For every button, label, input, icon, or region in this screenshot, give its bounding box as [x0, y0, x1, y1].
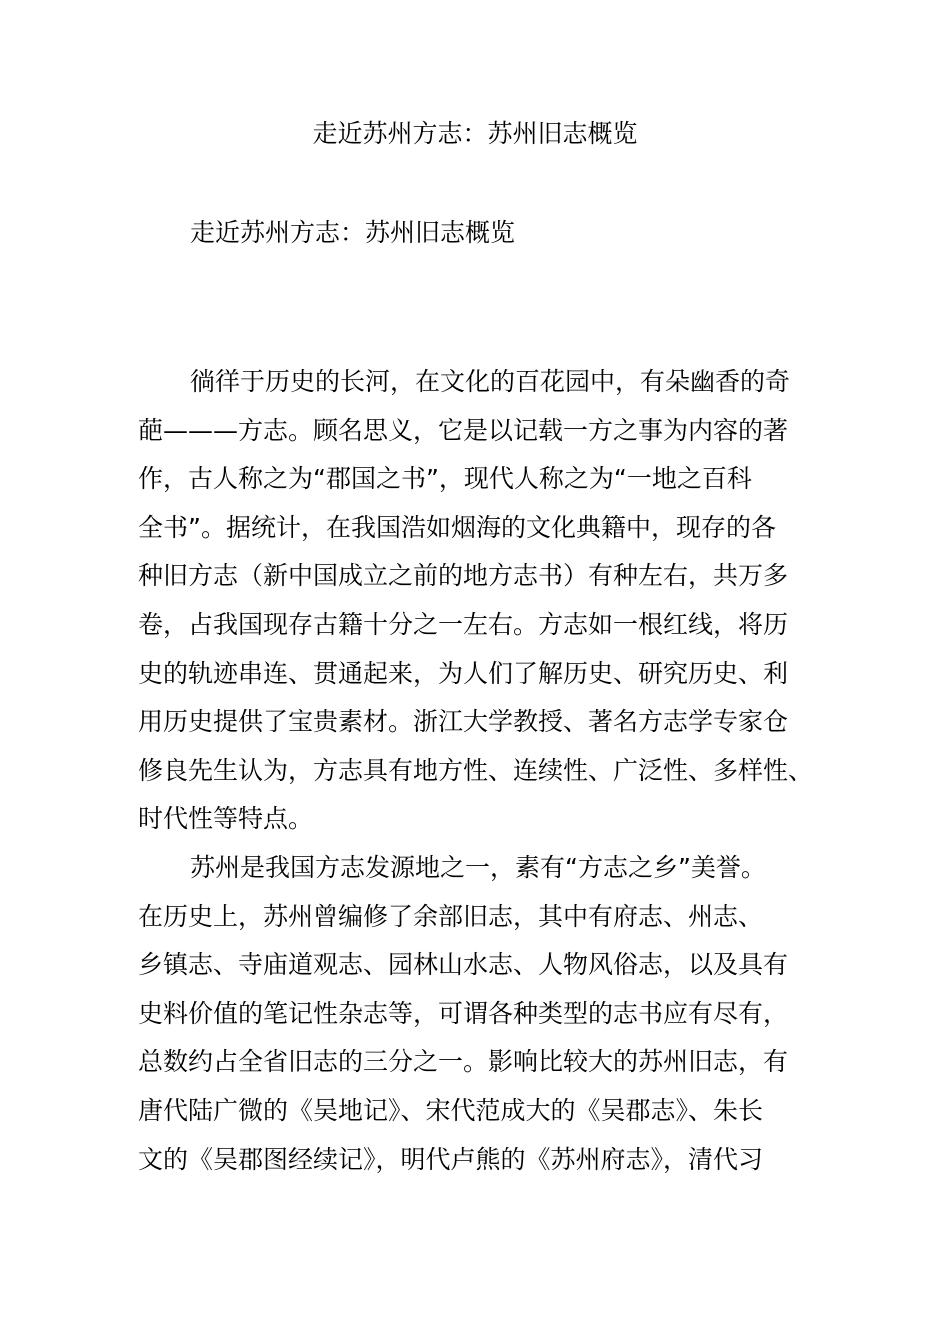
text-line: 卷，占我国现存古籍十分之一左右。方志如一根红线，将历 — [138, 609, 789, 639]
text-line: 作，古人称之为“郡国之书”，现代人称之为“一地之百科 — [138, 464, 752, 494]
document-body — [138, 362, 818, 1188]
paragraph-2 — [138, 848, 818, 1188]
text-line: 苏州是我国方志发源地之一，素有“方志之乡”美誉。 — [190, 852, 766, 882]
text-line: 修良先生认为，方志具有地方性、连续性、广泛性、多样性、 — [138, 755, 814, 785]
document-title: 走近苏州方志：苏州旧志概览 — [312, 119, 638, 148]
text-line: 全书”。据统计，在我国浩如烟海的文化典籍中，现存的各 — [138, 512, 776, 542]
text-line: 在历史上，苏州曾编修了余部旧志，其中有府志、州志、 — [138, 901, 764, 931]
text-line: 用历史提供了宝贵素材。浙江大学教授、著名方志学专家仓 — [138, 707, 789, 737]
text-line: 种旧方志（新中国成立之前的地方志书）有种左右，共万多 — [138, 561, 789, 591]
document-subtitle: 走近苏州方志：苏州旧志概览 — [190, 218, 516, 247]
text-line: 史的轨迹串连、贯通起来，为人们了解历史、研究历史、利 — [138, 658, 789, 688]
text-line: 乡镇志、寺庙道观志、园林山水志、人物风俗志，以及具有 — [138, 950, 789, 980]
text-line: 唐代陆广微的《吴地记》、宋代范成大的《吴郡志》、朱长 — [138, 1095, 764, 1125]
text-line: 时代性等特点。 — [138, 804, 314, 834]
text-line: 史料价值的笔记性杂志等，可谓各种类型的志书应有尽有， — [138, 998, 789, 1028]
text-line: 徜徉于历史的长河，在文化的百花园中，有朵幽香的奇 — [190, 367, 791, 396]
text-line: 葩———方志。顾名思义，它是以记载一方之事为内容的著 — [138, 415, 789, 445]
text-line: 文的《吴郡图经续记》，明代卢熊的《苏州府志》，清代习 — [138, 1144, 764, 1174]
paragraph-1 — [138, 362, 818, 848]
text-line: 总数约占全省旧志的三分之一。影响比较大的苏州旧志，有 — [138, 1047, 789, 1077]
